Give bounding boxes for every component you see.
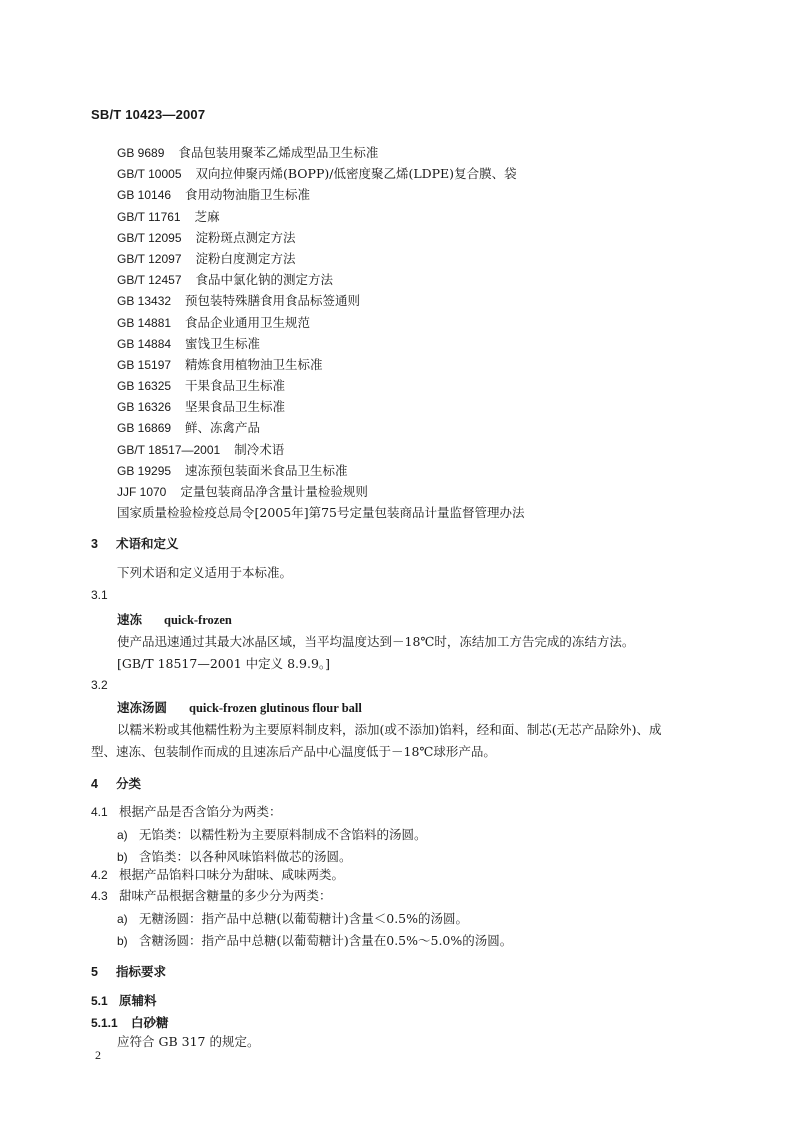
reference-code: GB 16869 [117, 421, 172, 436]
clause-text: 含馅类：以各种风味馅料做芯的汤圆。 [139, 849, 352, 864]
page-number: 2 [95, 1048, 101, 1062]
term-3-2-heading [117, 698, 362, 716]
section-5-heading [91, 962, 166, 980]
reference-code: GB/T 18517—2001 [117, 442, 221, 457]
list-marker: b) [117, 850, 128, 864]
reference-item [117, 206, 757, 227]
reference-item [117, 184, 757, 205]
reference-code: GB/T 12457 [117, 273, 182, 288]
term-3-2-definition-line1: 以糯米粉或其他糯性粉为主要原料制皮料，添加(或不添加)馅料，经和面、制芯(无芯产品除外)、成 [117, 722, 662, 737]
list-marker: a) [117, 828, 128, 842]
clause-4-3 [91, 886, 332, 904]
reference-item [117, 227, 757, 248]
clause-4-1-a [117, 825, 427, 843]
reference-title: 国家质量检验检疫总局令[2005年]第75号定量包装商品计量监督管理办法 [117, 505, 525, 521]
reference-code: GB/T 11761 [117, 209, 181, 224]
reference-title: 制冷术语 [234, 441, 285, 457]
reference-title: 定量包装商品净含量计量检验规则 [180, 484, 368, 499]
clause-text: 无馅类：以糯性粉为主要原料制成不含馅料的汤圆。 [139, 827, 427, 842]
clause-4-1 [91, 802, 282, 820]
reference-code: GB/T 10005 [117, 167, 182, 182]
reference-item [117, 312, 757, 333]
term-3-2-number: 3.2 [91, 678, 108, 692]
term-3-1-number: 3.1 [91, 588, 108, 602]
reference-title: 蜜饯卫生标准 [185, 335, 261, 351]
clause-text: 甜味产品根据含糖量的多少分为两类： [119, 888, 332, 903]
reference-code: GB/T 12097 [117, 251, 182, 266]
reference-title: 速冻预包装面米食品卫生标准 [185, 462, 348, 478]
reference-code: GB 14881 [117, 315, 172, 330]
reference-title: 淀粉白度测定方法 [195, 250, 296, 266]
reference-item [117, 439, 757, 460]
section-3-intro: 下列术语和定义适用于本标准。 [117, 565, 293, 580]
reference-title: 双向拉伸聚丙烯(BOPP)/低密度聚乙烯(LDPE)复合膜、袋 [195, 166, 517, 182]
reference-item [117, 460, 757, 481]
reference-title: 芝麻 [194, 208, 220, 224]
clause-text: 根据产品是否含馅分为两类： [119, 804, 282, 819]
reference-item [117, 375, 757, 396]
reference-item [117, 333, 757, 354]
section-5-1-1-text: 应符合 GB 317 的规定。 [117, 1034, 260, 1049]
reference-item [117, 396, 757, 417]
reference-title: 食品中氯化钠的测定方法 [195, 272, 334, 288]
clause-text: 根据产品馅料口味分为甜味、咸味两类。 [119, 867, 345, 882]
term-3-1-source-note: [GB/T 18517—2001 中定义 8.9.9。] [117, 656, 331, 671]
clause-number: 5.1 [91, 994, 108, 1008]
reference-item [117, 163, 757, 184]
clause-text: 含糖汤圆：指产品中总糖(以葡萄糖计)含量在0.5%～5.0%的汤圆。 [139, 933, 513, 948]
reference-item [117, 142, 757, 163]
list-marker: a) [117, 912, 128, 926]
reference-title: 预包装特殊膳食用食品标签通则 [185, 293, 361, 309]
reference-title: 干果食品卫生标准 [185, 378, 286, 394]
clause-4-1-b [117, 847, 352, 865]
clause-number: 4.1 [91, 805, 108, 819]
section-title: 术语和定义 [115, 536, 179, 551]
section-number: 5 [91, 965, 98, 979]
reference-code: GB 9689 [117, 146, 165, 160]
reference-item [117, 290, 757, 311]
reference-code: GB 13432 [117, 294, 172, 309]
reference-item [117, 502, 757, 523]
section-title: 指标要求 [115, 964, 166, 979]
list-marker: b) [117, 934, 128, 948]
reference-item [117, 248, 757, 269]
section-5-1-heading [91, 991, 157, 1009]
reference-code: GB 10146 [117, 188, 172, 203]
section-title: 分类 [115, 776, 141, 791]
term-english: quick-frozen [164, 613, 232, 627]
reference-title: 精炼食用植物油卫生标准 [185, 356, 323, 372]
reference-code: GB 14884 [117, 336, 172, 351]
clause-title: 原辅料 [119, 993, 157, 1008]
reference-item [117, 481, 757, 502]
reference-title: 坚果食品卫生标准 [185, 399, 286, 415]
reference-code: JJF 1070 [117, 485, 167, 499]
section-5-1-1-heading [91, 1013, 169, 1031]
term-3-2-definition-line2: 型、速冻、包装制作而成的且速冻后产品中心温度低于－18℃球形产品。 [91, 744, 496, 759]
reference-title: 食品企业通用卫生规范 [185, 314, 311, 330]
reference-code: GB 15197 [117, 357, 172, 372]
reference-code: GB/T 12095 [117, 230, 182, 245]
reference-item [117, 417, 757, 438]
normative-references-list [117, 142, 757, 523]
term-name: 速冻汤圆 [117, 700, 168, 715]
term-3-1-heading [117, 610, 232, 628]
section-3-heading [91, 534, 178, 552]
clause-4-3-b [117, 931, 512, 949]
clause-4-3-a [117, 909, 468, 927]
clause-4-2 [91, 865, 344, 883]
clause-text: 无糖汤圆：指产品中总糖(以葡萄糖计)含量＜0.5%的汤圆。 [139, 911, 469, 926]
reference-title: 食品包装用聚苯乙烯成型品卫生标准 [178, 145, 379, 160]
reference-item [117, 354, 757, 375]
section-4-heading [91, 774, 141, 792]
term-name: 速冻 [117, 612, 143, 627]
term-english: quick-frozen glutinous flour ball [189, 701, 362, 715]
section-number: 3 [91, 537, 98, 551]
reference-title: 鲜、冻禽产品 [185, 420, 261, 436]
clause-number: 4.2 [91, 868, 108, 882]
term-3-1-definition: 使产品迅速通过其最大冰晶区域，当平均温度达到－18℃时，冻结加工方告完成的冻结方法。 [117, 634, 635, 649]
clause-number: 4.3 [91, 889, 108, 903]
document-id-header: SB/T 10423—2007 [91, 107, 206, 122]
reference-code: GB 16326 [117, 400, 172, 415]
reference-title: 食用动物油脂卫生标准 [185, 187, 311, 203]
clause-title: 白砂糖 [131, 1015, 169, 1030]
reference-title: 淀粉斑点测定方法 [195, 229, 296, 245]
section-number: 4 [91, 777, 98, 791]
reference-code: GB 19295 [117, 463, 172, 478]
clause-number: 5.1.1 [91, 1016, 118, 1030]
reference-code: GB 16325 [117, 379, 172, 394]
reference-item [117, 269, 757, 290]
